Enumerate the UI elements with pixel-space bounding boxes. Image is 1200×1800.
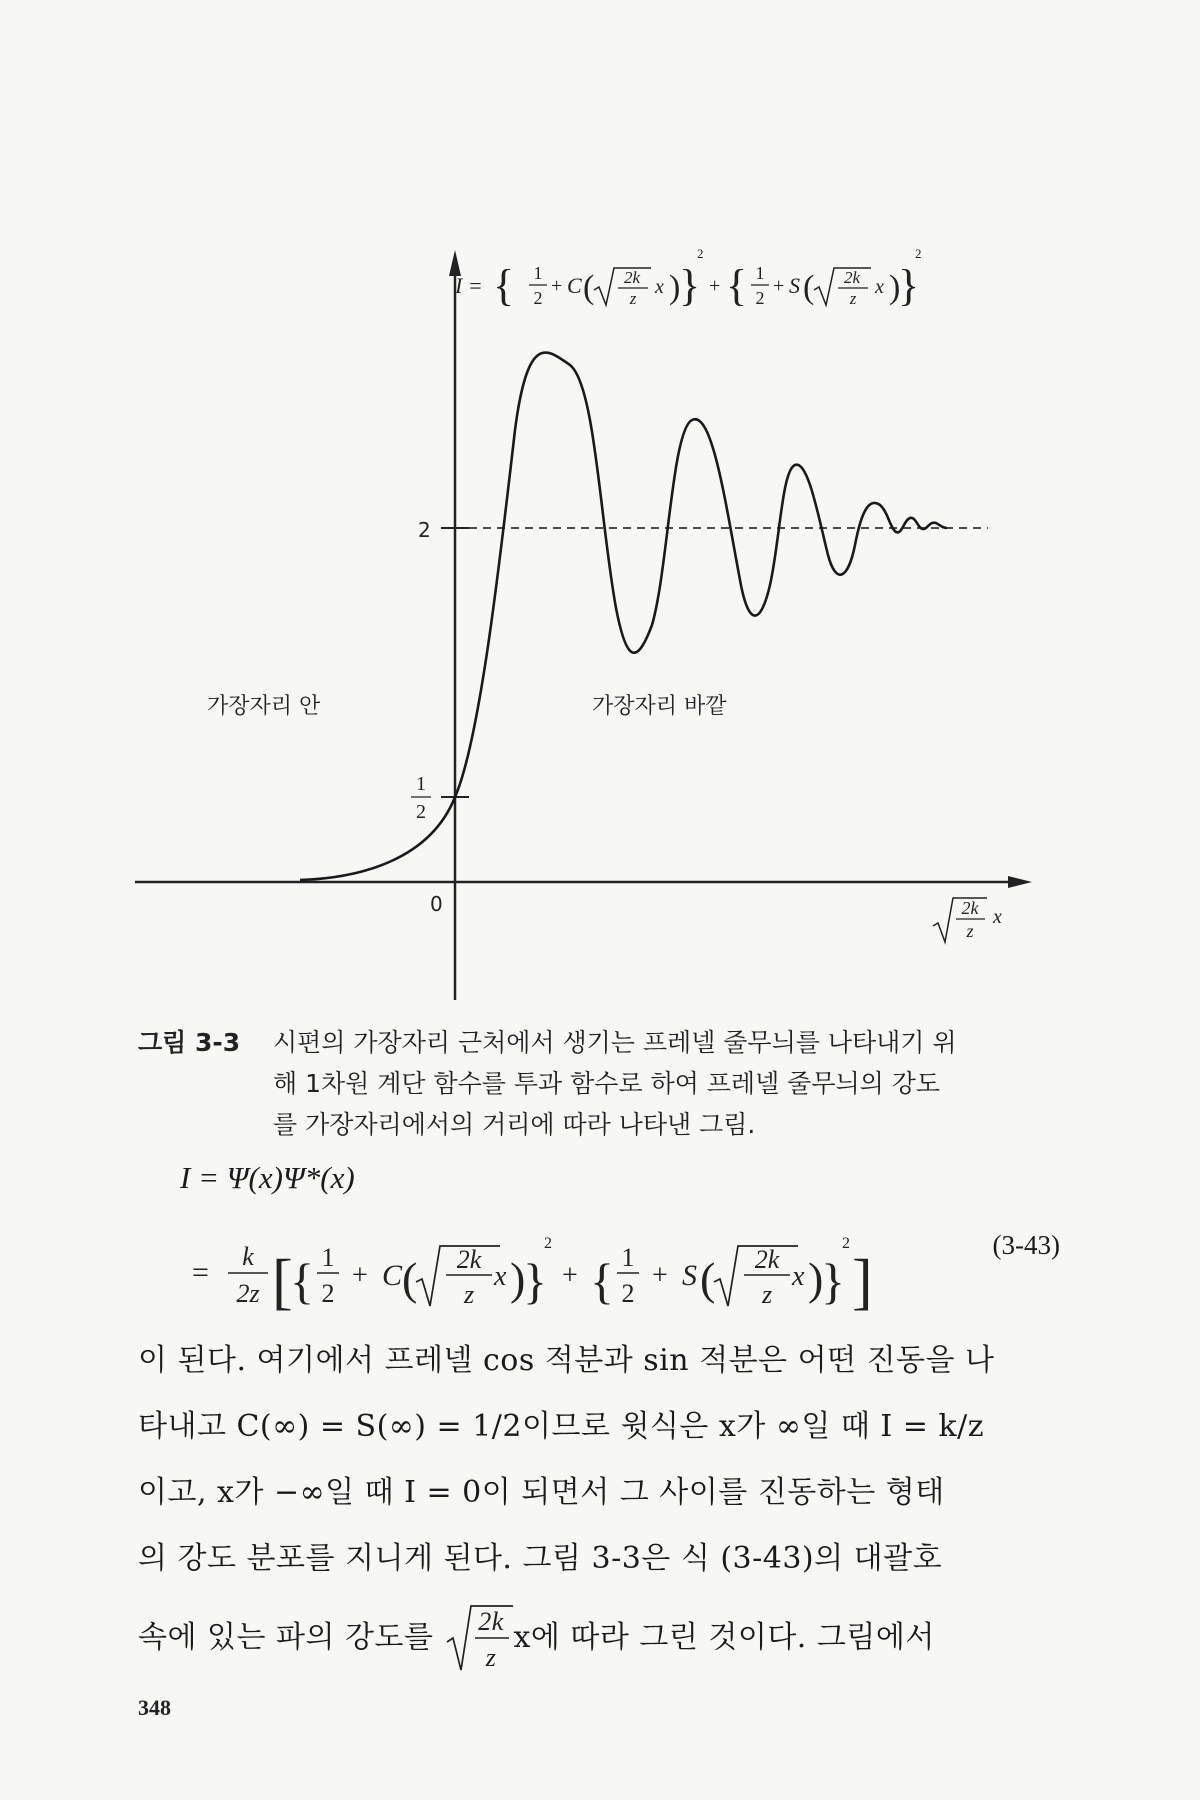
caption-body: [273, 1022, 1038, 1145]
paragraph-line-5: [138, 1600, 1038, 1676]
inline-sqrt-num: 2k: [478, 1607, 505, 1636]
eq2-sqrt-num-1: 2k: [456, 1245, 482, 1274]
eq2-x-1: x: [494, 1261, 507, 1292]
caption-line-2: 해 1차원 계단 함수를 투과 함수로 하여 프레넬 줄무늬의 강도: [273, 1069, 941, 1098]
paren-open-2: (: [803, 269, 815, 306]
caption-label: 그림 3-3: [138, 1028, 241, 1057]
formula-sqrt-den-1: z: [629, 289, 637, 308]
x-axis-label: [933, 898, 1002, 942]
paren-close-2: ): [889, 269, 901, 306]
eq2-2z: 2z: [236, 1279, 260, 1308]
formula-plus-1: +: [551, 275, 563, 297]
paren-close-1: ): [669, 269, 681, 306]
paragraph-line-3: 이고, x가 −∞일 때 I = 0이 되면서 그 사이를 진동하는 형태: [138, 1475, 945, 1510]
caption-line-3: 를 가장자리에서의 거리에 따라 나타낸 그림.: [273, 1110, 756, 1139]
brace-open-1: {: [493, 261, 515, 310]
inline-sqrt-expression: [443, 1600, 513, 1676]
eq2-paren-close-2: ): [808, 1253, 824, 1304]
eq2-power-2: 2: [842, 1235, 850, 1252]
eq2-paren-open-1: (: [402, 1253, 418, 1304]
formula-plus-3: +: [773, 275, 785, 297]
x-label-den: z: [966, 921, 974, 941]
y-tick-half-num: 1: [416, 773, 426, 795]
x-sqrt-sign: [933, 898, 987, 942]
y-tick-half-den: 2: [416, 801, 426, 823]
formula-sqrt-den-2: z: [849, 289, 857, 308]
equation-number: (3-43): [992, 1230, 1060, 1260]
region-outside-label: 가장자리 바깥: [592, 694, 727, 719]
y-tick-label-half: [411, 773, 431, 823]
formula-plus-2: +: [709, 275, 721, 297]
figure-caption: [138, 1022, 1038, 1145]
eq2-two-2: 2: [621, 1279, 635, 1308]
formula-sqrt-num-2: 2k: [843, 268, 861, 287]
eq2-one-2: 1: [621, 1243, 635, 1272]
formula-sqrt-num-1: 2k: [623, 268, 641, 287]
x-label-num: 2k: [961, 898, 979, 918]
eq2-sqrt-den-2: z: [761, 1280, 773, 1309]
origin-label: 0: [430, 892, 443, 916]
formula-lhs: I =: [455, 273, 483, 298]
eq2-plus-2: +: [562, 1260, 578, 1291]
equation-line-2: [180, 1210, 960, 1340]
paren-open-1: (: [583, 269, 595, 306]
intensity-formula: [454, 246, 922, 310]
brace-close-1: }: [679, 261, 701, 310]
paragraph-line-2: 타내고 C(∞) = S(∞) = 1/2이므로 윗식은 x가 ∞일 때 I = k/z: [138, 1409, 985, 1444]
brace-open-2: {: [726, 261, 748, 310]
eq2-two-1: 2: [321, 1279, 335, 1308]
sqrt-sign-2: [814, 268, 871, 305]
formula-half-num-1: 1: [533, 263, 543, 283]
eq2-paren-open-2: (: [700, 1253, 716, 1304]
formula-s: S: [789, 273, 800, 298]
eq2-s: S: [682, 1259, 697, 1292]
eq2-sqrt-num-2: 2k: [754, 1245, 780, 1274]
formula-power-2: 2: [915, 246, 922, 261]
eq2-equals: =: [192, 1256, 209, 1289]
eq2-sqrt-den-1: z: [463, 1280, 475, 1309]
eq2-x-2: x: [792, 1261, 805, 1292]
page-number: 348: [138, 1695, 171, 1720]
sqrt-sign-1: [594, 268, 651, 305]
eq2-brace-open-2: {: [590, 1253, 614, 1309]
formula-power-1: 2: [697, 246, 704, 261]
y-tick-label-2: 2: [418, 518, 431, 542]
inline-sqrt-den: z: [486, 1643, 497, 1672]
intensity-curve: [300, 353, 947, 880]
formula-var-1: x: [655, 276, 664, 298]
x-axis-arrow: [1008, 876, 1032, 888]
body-paragraph: [138, 1328, 1038, 1676]
eq2-bracket-open: [: [272, 1248, 293, 1316]
eq2-c: C: [382, 1259, 403, 1292]
formula-half-num-2: 1: [755, 263, 765, 283]
eq2-brace-close-2: }: [821, 1253, 845, 1309]
eq2-plus-1: +: [352, 1260, 368, 1291]
formula-var-2: x: [875, 276, 884, 298]
paragraph-line-4: 의 강도 분포를 지니게 된다. 그림 3-3은 식 (3-43)의 대괄호: [138, 1541, 943, 1576]
eq2-bracket-close: ]: [852, 1248, 873, 1316]
eq2-one-1: 1: [321, 1243, 335, 1272]
caption-line-1: 시편의 가장자리 근처에서 생기는 프레넬 줄무늬를 나타내기 위: [273, 1028, 957, 1057]
brace-close-2: }: [898, 261, 920, 310]
equation-line-1: I = Ψ(x)Ψ*(x): [180, 1160, 355, 1195]
paragraph-line-1: 이 된다. 여기에서 프레넬 cos 적분과 sin 적분은 어떤 진동을 나: [138, 1343, 995, 1378]
eq2-power-1: 2: [544, 1235, 552, 1252]
eq2-paren-close-1: ): [510, 1253, 526, 1304]
formula-half-den-2: 2: [755, 288, 765, 308]
eq2-brace-close-1: }: [523, 1253, 547, 1309]
eq2-plus-3: +: [652, 1260, 668, 1291]
eq2-brace-open-1: {: [290, 1253, 314, 1309]
formula-half-den-1: 2: [533, 288, 543, 308]
paragraph-line-5-start: 속에 있는 파의 강도를: [138, 1620, 434, 1655]
paragraph-line-5-end: x에 따라 그린 것이다. 그림에서: [513, 1620, 935, 1655]
eq2-k: k: [242, 1242, 254, 1271]
formula-c: C: [567, 273, 582, 298]
region-inside-label: 가장자리 안: [207, 694, 321, 719]
x-label-var: x: [993, 906, 1002, 928]
